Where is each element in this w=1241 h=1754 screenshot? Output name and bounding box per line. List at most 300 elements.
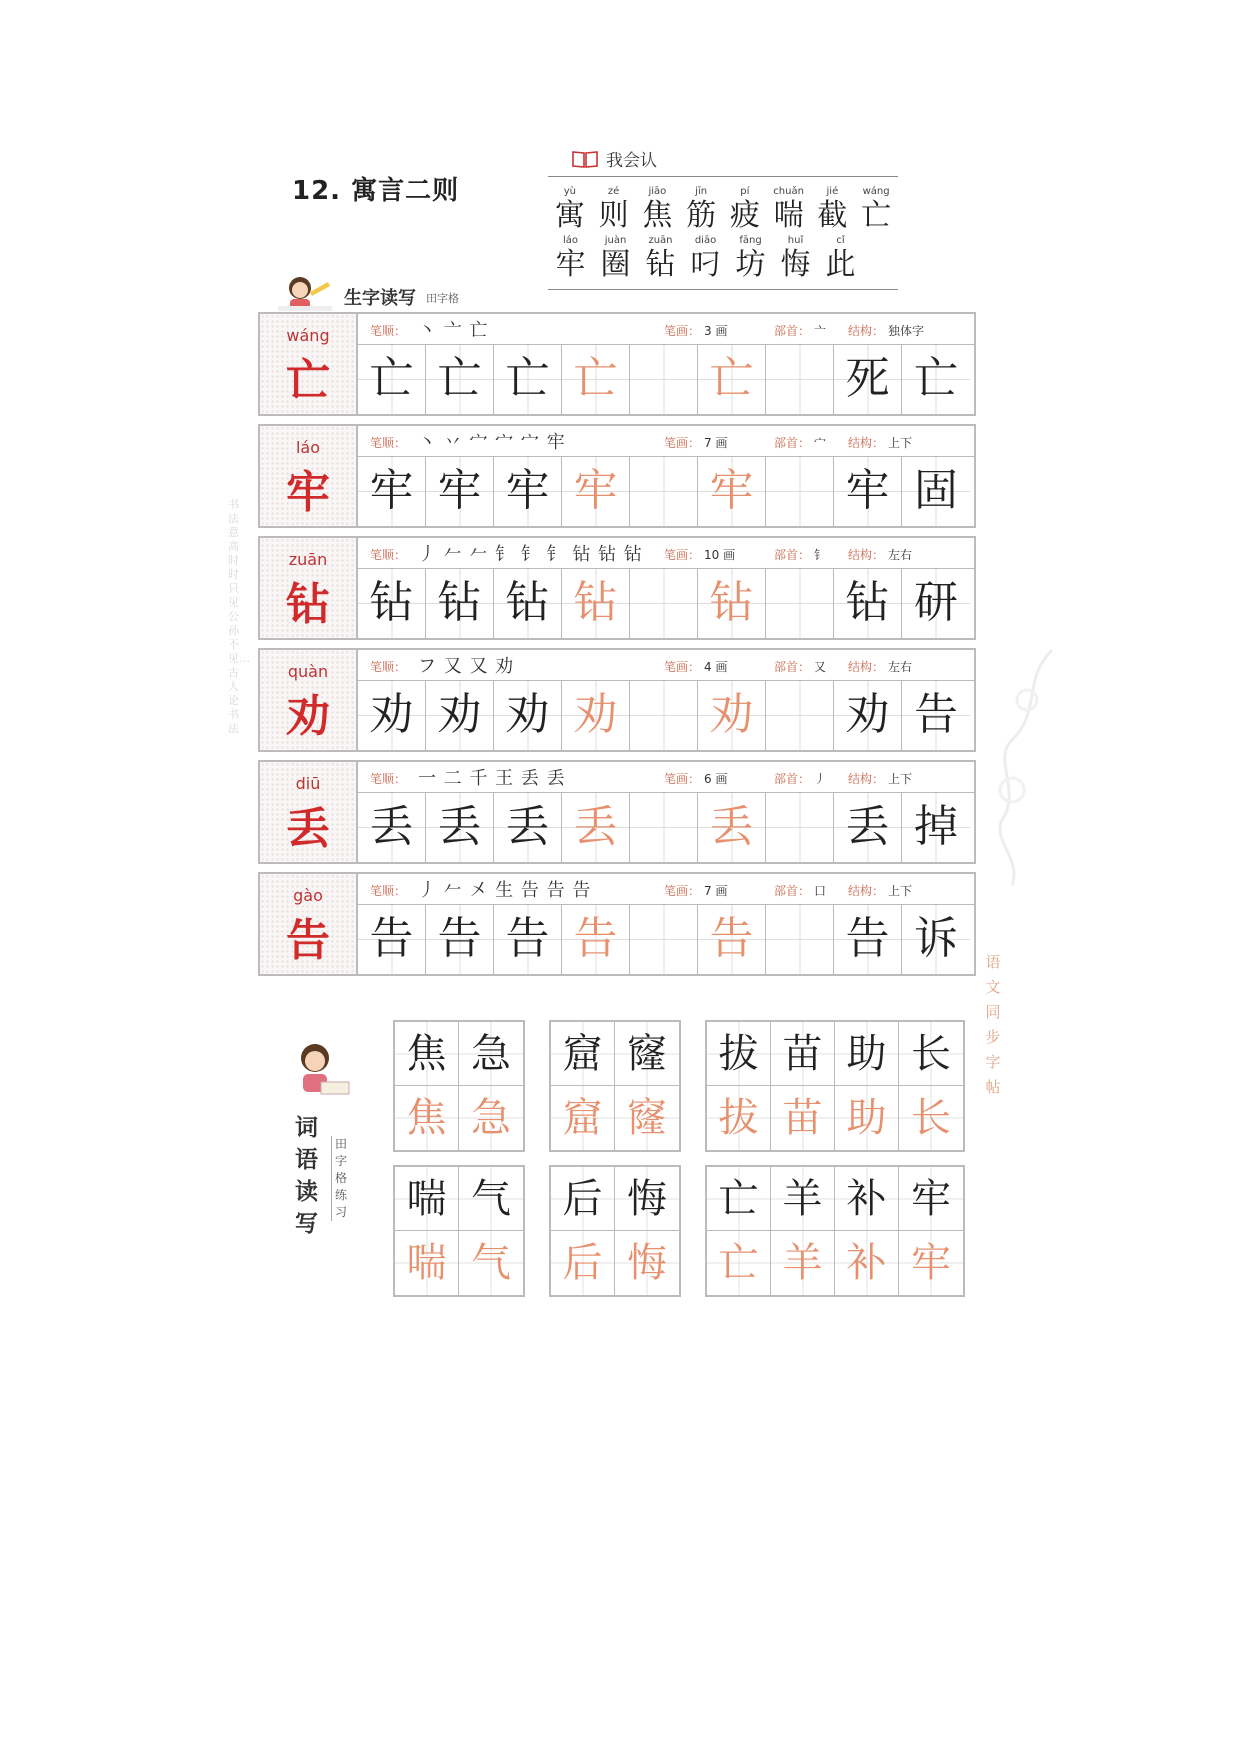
pinyin: cǐ [836, 235, 845, 246]
model-char: 牢 [505, 465, 550, 516]
trace-char: 亡 [709, 353, 754, 404]
practice-cell[interactable] [834, 681, 902, 750]
model-char: 补 [846, 1176, 887, 1222]
char-pinyin: quàn [287, 662, 329, 681]
char-pinyin: láo [295, 438, 321, 457]
strokes-label: 笔画： [664, 660, 701, 674]
structure: 独体字 [888, 324, 925, 338]
book-icon [572, 150, 598, 168]
char-main: 钻 [286, 579, 330, 630]
practice-cell[interactable] [834, 793, 902, 862]
model-char: 窿 [627, 1031, 667, 1077]
practice-cell[interactable] [494, 793, 562, 862]
model-char: 亡 [437, 353, 482, 404]
practice-cell[interactable] [562, 569, 630, 638]
word-cell[interactable] [395, 1167, 459, 1231]
recognize-char [683, 234, 728, 283]
word-box [705, 1020, 965, 1152]
word-cell[interactable] [551, 1231, 615, 1295]
char-card [260, 538, 358, 638]
recognize-char [854, 185, 898, 234]
char-practice-row [258, 424, 976, 528]
model-char: 牢 [369, 465, 414, 516]
order-label: 笔顺： [370, 324, 407, 338]
model-char: 钻 [437, 577, 482, 628]
practice-cell[interactable] [494, 569, 562, 638]
practice-cell[interactable] [834, 905, 902, 974]
hanzi: 焦 [642, 198, 673, 233]
hanzi: 截 [817, 198, 848, 233]
radical: 口 [814, 884, 827, 898]
model-char: 亡 [369, 353, 414, 404]
trace-char: 亡 [573, 353, 618, 404]
trace-char: 气 [471, 1240, 511, 1286]
pinyin: jié [826, 186, 839, 197]
model-char: 焦 [406, 1031, 447, 1077]
trace-char: 长 [911, 1095, 951, 1141]
trace-char: 窟 [562, 1095, 603, 1141]
word-cell[interactable] [459, 1231, 523, 1295]
word-box [549, 1020, 681, 1152]
trace-char: 劝 [709, 689, 754, 740]
word-cell[interactable] [551, 1086, 615, 1150]
structure: 上下 [888, 884, 913, 898]
recognize-char [728, 234, 773, 283]
pinyin: láo [562, 235, 579, 246]
practice-cell[interactable] [630, 345, 698, 414]
word-cell[interactable] [395, 1022, 459, 1086]
recognize-char [638, 234, 683, 283]
char-card [260, 314, 358, 414]
model-char: 劝 [437, 689, 482, 740]
trace-char: 牢 [709, 465, 754, 516]
char-practice-row [258, 536, 976, 640]
model-char: 钻 [505, 577, 550, 628]
pinyin: pí [740, 186, 750, 197]
hanzi: 悔 [780, 247, 811, 282]
girl-writing-icon [291, 1040, 353, 1100]
hanzi: 此 [825, 247, 856, 282]
practice-cell[interactable] [902, 569, 970, 638]
model-char: 长 [911, 1031, 951, 1077]
trace-char: 补 [846, 1240, 887, 1286]
word-cell[interactable] [835, 1086, 899, 1150]
stroke-order: 丿 𠂉 𠂉 钅 钅 钅 钻 钻 钻 [418, 544, 643, 565]
model-char: 牢 [437, 465, 482, 516]
trace-char: 丢 [573, 801, 618, 852]
recognize-char [679, 185, 723, 234]
model-char: 苗 [782, 1031, 823, 1077]
char-card [260, 426, 358, 526]
practice-cell[interactable] [630, 905, 698, 974]
model-char: 诉 [914, 913, 958, 964]
practice-cell[interactable] [426, 569, 494, 638]
hanzi: 筋 [686, 198, 717, 233]
pinyin: zuān [648, 235, 673, 246]
model-char: 告 [845, 913, 890, 964]
practice-cell[interactable] [766, 793, 834, 862]
recognize-char [593, 234, 638, 283]
practice-cell[interactable] [630, 569, 698, 638]
stroke-order: 一 二 千 王 丢 丢 [418, 768, 566, 789]
char-pinyin: gào [293, 886, 323, 905]
practice-cell[interactable] [494, 345, 562, 414]
word-cell[interactable] [771, 1231, 835, 1295]
recognize-char [818, 234, 863, 283]
word-cell[interactable] [835, 1022, 899, 1086]
word-cell[interactable] [771, 1086, 835, 1150]
recognize-row-2 [548, 234, 898, 283]
model-char: 钻 [369, 577, 414, 628]
pinyin: fāng [739, 235, 762, 246]
practice-cell[interactable] [902, 457, 970, 526]
strokes-label: 笔画： [664, 548, 701, 562]
hanzi: 圈 [600, 247, 631, 282]
practice-cell[interactable] [426, 345, 494, 414]
model-char: 窟 [562, 1031, 603, 1077]
structure-label: 结构： [848, 548, 885, 562]
radical: 亠 [814, 324, 827, 338]
char-card [260, 650, 358, 750]
word-cell[interactable] [707, 1086, 771, 1150]
structure-label: 结构： [848, 772, 885, 786]
model-char: 丢 [437, 801, 482, 852]
recognize-char [592, 185, 636, 234]
model-char: 丢 [845, 801, 890, 852]
trace-char: 牢 [573, 465, 618, 516]
model-char: 丢 [505, 801, 550, 852]
structure: 左右 [888, 660, 913, 674]
practice-cell[interactable] [698, 905, 766, 974]
practice-cell[interactable] [698, 681, 766, 750]
practice-cell[interactable] [426, 793, 494, 862]
practice-cell[interactable] [358, 681, 426, 750]
recognize-char [723, 185, 767, 234]
practice-cell[interactable] [766, 569, 834, 638]
practice-cell[interactable] [834, 569, 902, 638]
model-char: 助 [846, 1031, 887, 1077]
char-main: 告 [286, 915, 330, 966]
word-cell[interactable] [707, 1022, 771, 1086]
word-cell[interactable] [707, 1231, 771, 1295]
practice-cell[interactable] [426, 457, 494, 526]
model-char: 亡 [914, 353, 958, 404]
trace-char: 劝 [573, 689, 618, 740]
pinyin: jiāo [648, 186, 667, 197]
model-char: 死 [845, 353, 890, 404]
word-cell[interactable] [459, 1086, 523, 1150]
strokes-label: 笔画： [664, 436, 701, 450]
stroke-count: 6 画 [704, 772, 728, 786]
model-char: 掉 [914, 801, 958, 852]
practice-cell[interactable] [902, 905, 970, 974]
hanzi: 坊 [735, 247, 766, 282]
structure: 上下 [888, 772, 913, 786]
trace-char: 告 [573, 913, 618, 964]
model-char: 悔 [627, 1176, 667, 1222]
words-subtitle: 田字格练习 [331, 1136, 353, 1221]
practice-cell[interactable] [698, 569, 766, 638]
model-char: 亡 [505, 353, 550, 404]
practice-cell[interactable] [766, 345, 834, 414]
radical-label: 部首： [774, 660, 811, 674]
new-chars-title: 生字读写 [344, 288, 416, 309]
hanzi: 寓 [554, 198, 585, 233]
pinyin: zé [607, 186, 620, 197]
hanzi: 亡 [861, 198, 892, 233]
trace-char: 告 [709, 913, 754, 964]
trace-char: 窿 [627, 1095, 667, 1141]
word-cell[interactable] [835, 1231, 899, 1295]
trace-char: 钻 [573, 577, 618, 628]
word-cell[interactable] [459, 1022, 523, 1086]
stroke-count: 10 画 [704, 548, 736, 562]
practice-cell[interactable] [426, 905, 494, 974]
char-info [358, 426, 974, 457]
hanzi: 疲 [729, 198, 760, 233]
radical: 又 [814, 660, 827, 674]
model-char: 劝 [845, 689, 890, 740]
practice-cell[interactable] [902, 681, 970, 750]
char-main: 劝 [286, 691, 330, 742]
structure: 上下 [888, 436, 913, 450]
word-box [705, 1165, 965, 1297]
char-card [260, 874, 358, 974]
radical-label: 部首： [774, 884, 811, 898]
word-cell[interactable] [771, 1167, 835, 1231]
char-practice-row [258, 312, 976, 416]
model-char: 固 [914, 465, 958, 516]
lesson-title: 12. 寓言二则 [292, 176, 460, 206]
radical-label: 部首： [774, 548, 811, 562]
word-cell[interactable] [615, 1022, 679, 1086]
trace-char: 悔 [627, 1240, 667, 1286]
hanzi: 则 [598, 198, 629, 233]
trace-char: 后 [562, 1240, 603, 1286]
order-label: 笔顺： [370, 548, 407, 562]
structure-label: 结构： [848, 436, 885, 450]
practice-cell[interactable] [562, 905, 630, 974]
word-cell[interactable] [395, 1231, 459, 1295]
word-cell[interactable] [551, 1022, 615, 1086]
trace-char: 焦 [406, 1095, 447, 1141]
structure-label: 结构： [848, 324, 885, 338]
practice-cell[interactable] [562, 457, 630, 526]
hanzi: 牢 [555, 247, 586, 282]
model-char: 羊 [782, 1176, 823, 1222]
practice-cell[interactable] [562, 681, 630, 750]
char-practice-row [258, 760, 976, 864]
hanzi: 喘 [773, 198, 804, 233]
practice-cell[interactable] [494, 457, 562, 526]
practice-cell[interactable] [562, 345, 630, 414]
trace-char: 喘 [406, 1240, 447, 1286]
radical: 宀 [814, 436, 827, 450]
recognize-char [636, 185, 680, 234]
char-info [358, 314, 974, 345]
pinyin: diāo [694, 235, 717, 246]
model-char: 喘 [406, 1176, 447, 1222]
practice-cell[interactable] [494, 681, 562, 750]
word-cell[interactable] [551, 1167, 615, 1231]
pinyin: wáng [862, 186, 890, 197]
trace-char: 丢 [709, 801, 754, 852]
practice-cell[interactable] [698, 345, 766, 414]
word-cell[interactable] [771, 1022, 835, 1086]
order-label: 笔顺： [370, 436, 407, 450]
word-cell[interactable] [899, 1022, 963, 1086]
practice-cell[interactable] [630, 681, 698, 750]
pinyin: huǐ [787, 235, 804, 246]
practice-cell[interactable] [358, 793, 426, 862]
practice-grid [358, 905, 974, 974]
char-main: 牢 [286, 467, 330, 518]
recognize-header-label: 我会认 [606, 151, 657, 171]
trace-char: 拔 [718, 1095, 759, 1141]
practice-cell[interactable] [766, 905, 834, 974]
model-char: 亡 [718, 1176, 759, 1222]
stroke-order: 丿 𠂉 㐅 生 告 告 告 [418, 880, 592, 901]
practice-cell[interactable] [766, 457, 834, 526]
practice-cell[interactable] [766, 681, 834, 750]
word-box [393, 1165, 525, 1297]
practice-cell[interactable] [494, 905, 562, 974]
order-label: 笔顺： [370, 772, 407, 786]
model-char: 急 [471, 1031, 511, 1077]
stroke-count: 7 画 [704, 884, 728, 898]
recognize-char [811, 185, 855, 234]
practice-cell[interactable] [834, 457, 902, 526]
recognize-row-1 [548, 185, 898, 234]
model-char: 丢 [369, 801, 414, 852]
practice-cell[interactable] [834, 345, 902, 414]
pinyin: jīn [695, 186, 708, 197]
char-card [260, 762, 358, 862]
model-char: 钻 [845, 577, 890, 628]
char-pinyin: wáng [286, 326, 330, 345]
model-char: 劝 [505, 689, 550, 740]
practice-cell[interactable] [562, 793, 630, 862]
order-label: 笔顺： [370, 660, 407, 674]
practice-cell[interactable] [630, 793, 698, 862]
model-char: 告 [505, 913, 550, 964]
char-practice-row [258, 872, 976, 976]
word-cell[interactable] [899, 1231, 963, 1295]
practice-cell[interactable] [902, 345, 970, 414]
model-char: 告 [369, 913, 414, 964]
word-cell[interactable] [459, 1167, 523, 1231]
trace-char: 苗 [782, 1095, 823, 1141]
structure: 左右 [888, 548, 913, 562]
radical: 丿 [814, 772, 827, 786]
stroke-order: 丶 亠 亡 [418, 320, 489, 341]
practice-cell[interactable] [426, 681, 494, 750]
stroke-order: 丶 丷 宀 宀 宀 牢 [418, 432, 566, 453]
model-char: 牢 [911, 1176, 951, 1222]
char-main: 亡 [286, 355, 330, 406]
practice-cell[interactable] [358, 569, 426, 638]
model-char: 后 [562, 1176, 603, 1222]
word-box [549, 1165, 681, 1297]
hanzi: 叼 [690, 247, 721, 282]
char-main: 丢 [286, 803, 330, 854]
recognize-box [548, 176, 898, 290]
practice-grid [358, 457, 974, 526]
strokes-label: 笔画： [664, 884, 701, 898]
radical-label: 部首： [774, 772, 811, 786]
word-cell[interactable] [615, 1231, 679, 1295]
trace-char: 钻 [709, 577, 754, 628]
practice-cell[interactable] [358, 457, 426, 526]
practice-grid [358, 569, 974, 638]
model-char: 劝 [369, 689, 414, 740]
word-cell[interactable] [899, 1086, 963, 1150]
word-cell[interactable] [835, 1167, 899, 1231]
stroke-count: 3 画 [704, 324, 728, 338]
practice-cell[interactable] [698, 457, 766, 526]
char-info [358, 874, 974, 905]
recognize-char [773, 234, 818, 283]
pinyin: juàn [604, 235, 627, 246]
girl-reading-icon [278, 272, 332, 312]
hanzi: 钻 [645, 247, 676, 282]
strokes-label: 笔画： [664, 324, 701, 338]
recognize-char [767, 185, 811, 234]
trace-char: 亡 [718, 1240, 759, 1286]
side-quote: 书法意高 时时只见公孙不见… 古人论书法 [228, 498, 250, 735]
model-char: 研 [914, 577, 958, 628]
practice-cell[interactable] [358, 345, 426, 414]
strokes-label: 笔画： [664, 772, 701, 786]
word-cell[interactable] [899, 1167, 963, 1231]
practice-cell[interactable] [630, 457, 698, 526]
trace-char: 羊 [782, 1240, 823, 1286]
model-char: 告 [437, 913, 482, 964]
practice-grid [358, 345, 974, 414]
pinyin: yù [563, 186, 576, 197]
practice-cell[interactable] [698, 793, 766, 862]
words-title: 词语读写 [295, 1115, 318, 1237]
word-cell[interactable] [615, 1086, 679, 1150]
trace-char: 助 [846, 1095, 887, 1141]
recognize-char [548, 185, 592, 234]
radical-label: 部首： [774, 436, 811, 450]
order-label: 笔顺： [370, 884, 407, 898]
practice-cell[interactable] [902, 793, 970, 862]
recognize-char [548, 234, 593, 283]
trace-char: 牢 [911, 1240, 951, 1286]
word-cell[interactable] [395, 1086, 459, 1150]
word-cell[interactable] [615, 1167, 679, 1231]
words-header [285, 1040, 355, 1270]
model-char: 拔 [718, 1031, 759, 1077]
char-practice-row [258, 648, 976, 752]
char-pinyin: diū [295, 774, 321, 793]
new-chars-header [278, 272, 538, 312]
char-pinyin: zuān [288, 550, 328, 569]
floral-ornament [982, 640, 1062, 890]
char-info [358, 538, 974, 569]
char-info [358, 762, 974, 793]
char-info [358, 650, 974, 681]
side-title: 语文同步字帖 [985, 953, 1001, 1096]
stroke-count: 7 画 [704, 436, 728, 450]
radical-label: 部首： [774, 324, 811, 338]
model-char: 告 [914, 689, 958, 740]
practice-cell[interactable] [358, 905, 426, 974]
practice-grid [358, 681, 974, 750]
word-cell[interactable] [707, 1167, 771, 1231]
